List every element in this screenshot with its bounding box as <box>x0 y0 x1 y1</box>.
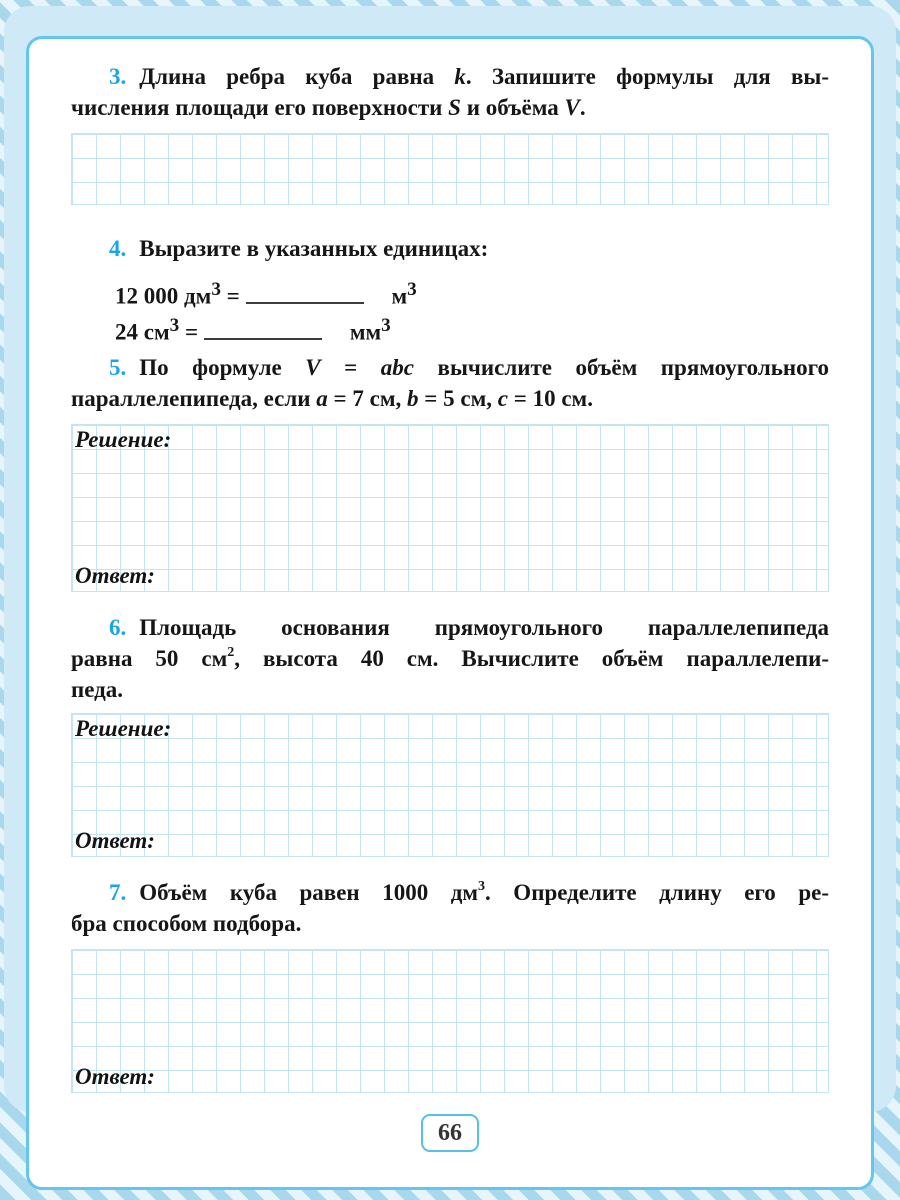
text-line <box>71 352 829 383</box>
text-run: Площадь основания прямоугольного параллелепипеда <box>139 615 829 640</box>
problem-6-text <box>71 612 829 705</box>
solution-label: Решение: <box>75 716 172 741</box>
page-number-badge <box>421 1114 479 1152</box>
math-var: abc <box>380 355 414 380</box>
text-run: Длина ребра куба равна <box>139 64 455 89</box>
superscript: 3 <box>407 279 417 300</box>
text-run: 24 см <box>115 319 170 345</box>
superscript: 3 <box>211 279 221 300</box>
text-run: бра способом подбора. <box>71 911 302 936</box>
superscript: 2 <box>227 645 235 661</box>
text-run: По формуле <box>139 355 306 380</box>
page-number: 66 <box>438 1120 462 1146</box>
text-run: , высота 40 см. Вычислите объём параллелепи- <box>234 646 829 671</box>
answer-blank[interactable] <box>204 317 322 340</box>
text-run: м <box>391 283 408 309</box>
superscript: 3 <box>169 315 180 336</box>
text-line <box>71 61 829 92</box>
problem-number: 7. <box>109 880 127 905</box>
text-run: мм <box>349 319 382 345</box>
text-line <box>71 674 829 705</box>
text-run: . <box>579 95 586 120</box>
text-run: параллелепипеда, если <box>71 386 317 411</box>
text-run: = 7 см, <box>327 386 408 411</box>
text-line <box>71 92 829 123</box>
math-var: k <box>454 64 466 89</box>
text-line <box>71 233 829 264</box>
text-line <box>71 612 829 643</box>
problem-number: 5. <box>109 355 127 380</box>
text-run: 12 000 дм <box>115 283 212 309</box>
text-run: Объём куба равен 1000 дм <box>139 880 479 905</box>
solution-label: Решение: <box>75 427 172 452</box>
text-run: числения площади его поверхности <box>71 95 449 120</box>
text-run: вычислите объём прямоугольного <box>414 355 830 380</box>
text-run: Выразите в указанных единицах: <box>139 236 489 261</box>
problem-4-text <box>71 233 829 264</box>
text-line <box>71 877 829 908</box>
text-run: = <box>320 355 381 380</box>
math-var: V <box>564 95 580 120</box>
text-line <box>115 272 829 308</box>
math-var: b <box>407 386 419 411</box>
answer-label: Ответ: <box>75 563 155 588</box>
solution-grid-6[interactable] <box>71 713 829 857</box>
text-run: педа. <box>71 677 124 702</box>
answer-label: Ответ: <box>75 1064 155 1089</box>
answer-blank[interactable] <box>246 281 364 304</box>
math-var: c <box>497 386 508 411</box>
text-run: . Определите длину его ре- <box>485 880 829 905</box>
problem-3-text <box>71 61 829 123</box>
text-line <box>71 908 829 939</box>
solution-grid-5[interactable] <box>71 424 829 592</box>
math-var: V <box>305 355 321 380</box>
text-run: . Запишите формулы для вы- <box>465 64 829 89</box>
text-run: и объёма <box>460 95 565 120</box>
text-line <box>71 383 829 414</box>
text-run: = <box>220 283 246 309</box>
text-line <box>115 308 829 344</box>
text-run: = <box>179 319 204 345</box>
problem-5-text <box>71 352 829 414</box>
problem-number: 6. <box>109 615 127 640</box>
worksheet-card <box>26 36 874 1190</box>
problem-7-text <box>71 877 829 939</box>
answer-grid-7[interactable] <box>71 949 829 1093</box>
math-var: S <box>448 95 461 120</box>
superscript: 3 <box>478 879 486 895</box>
answer-grid-3[interactable] <box>71 133 829 205</box>
math-var: a <box>316 386 328 411</box>
answer-label: Ответ: <box>75 828 155 853</box>
text-run: = 5 см, <box>418 386 498 411</box>
problem-number: 4. <box>109 236 127 261</box>
problem-number: 3. <box>109 64 127 89</box>
text-run: = 10 см. <box>507 386 593 411</box>
problem-4-equations <box>71 272 829 344</box>
text-line <box>71 643 829 674</box>
text-run: равна 50 см <box>71 646 228 671</box>
superscript: 3 <box>381 315 391 336</box>
